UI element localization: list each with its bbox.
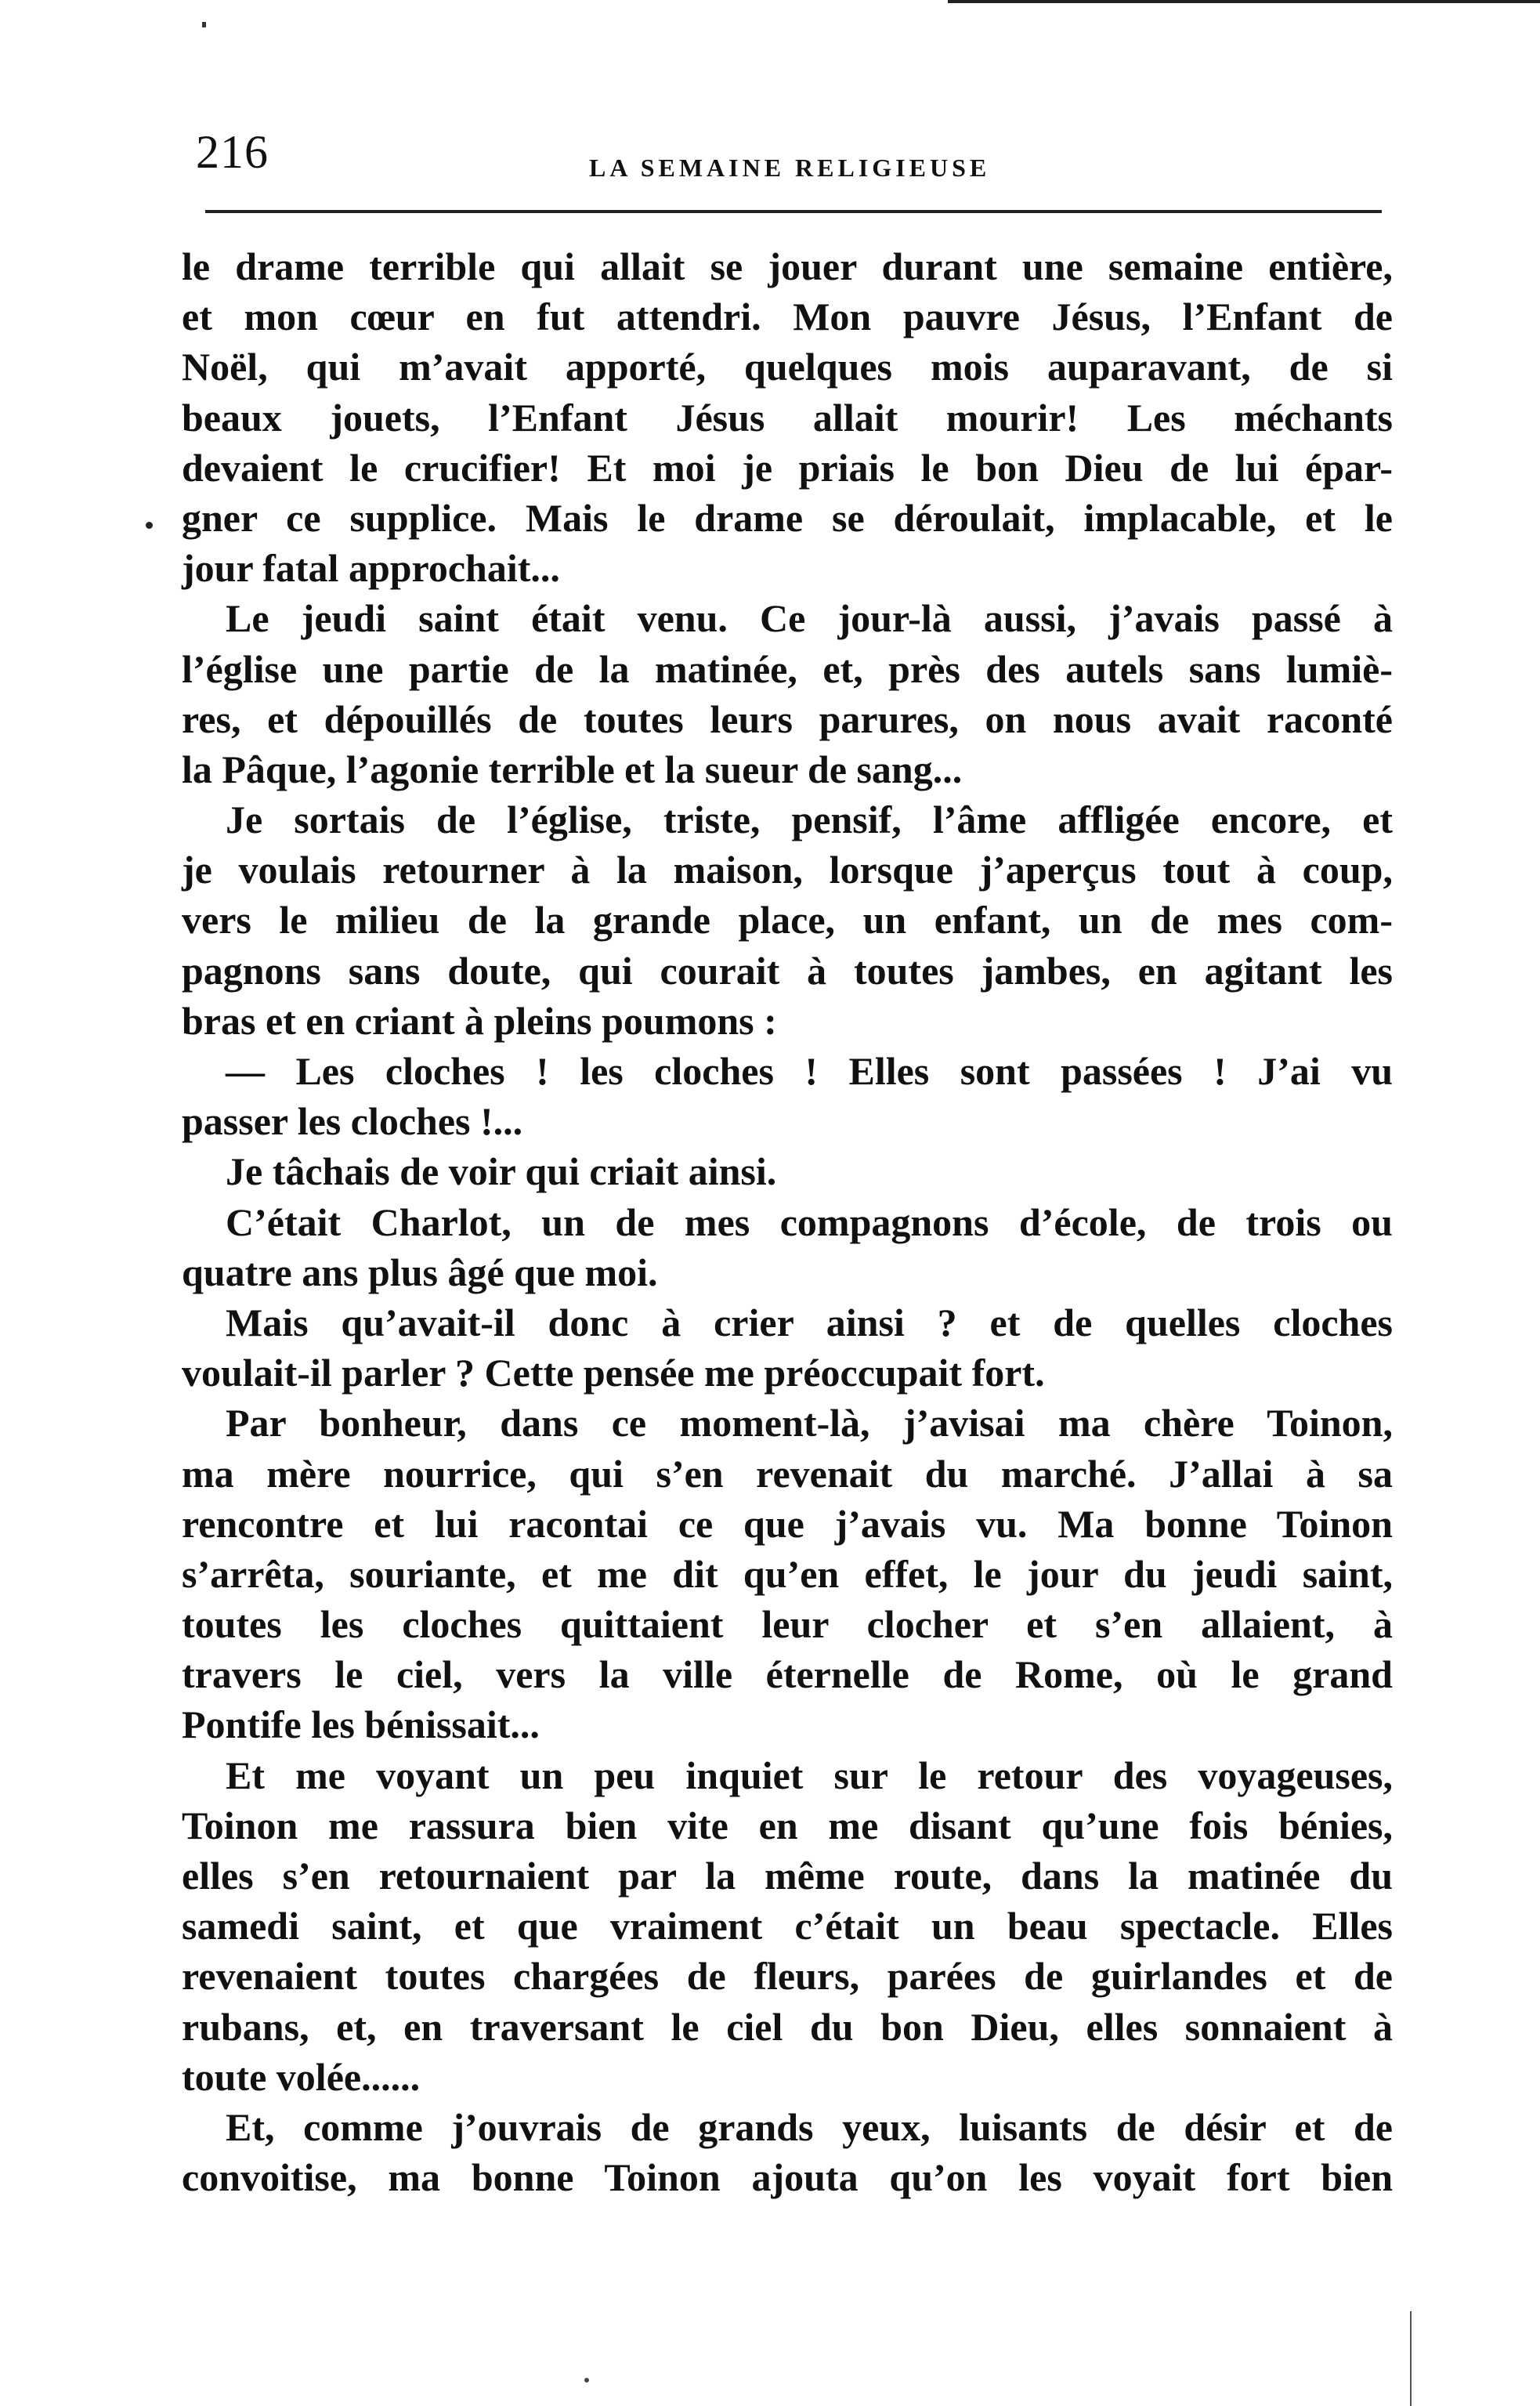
text-line: Toinon me rassura bien vite en me disant qu’une fois bénies, [182,1803,1393,1847]
text-line: Et, comme j’ouvrais de grands yeux, luisants de désir et de [226,2104,1393,2149]
text-line: Pontife les bénissait... [182,1702,540,1747]
print-speck [202,22,206,27]
text-line: le drame terrible qui allait se jouer durant une semaine entière, [182,244,1393,288]
text-line: pagnons sans doute, qui courait à toutes jambes, en agitant les [182,948,1393,993]
text-line: Mais qu’avait-il donc à crier ainsi ? et de quelles cloches [226,1300,1393,1344]
text-line: revenaient toutes chargées de fleurs, parées de guirlandes et de [182,1954,1393,1999]
text-line: vers le milieu de la grande place, un enfant, un de mes com- [182,898,1393,943]
text-line: Par bonheur, dans ce moment-là, j’avisai ma chère Toinon, [226,1401,1393,1445]
text-line: rencontre et lui racontai ce que j’avais vu. Ma bonne Toinon [182,1501,1393,1546]
margin-dot [146,522,153,529]
text-line: C’était Charlot, un de mes compagnons d’école, de trois ou [226,1199,1393,1244]
text-line: gner ce supplice. Mais le drame se déroulait, implacable, et le [182,495,1393,540]
text-line: rubans, et, en traversant le ciel du bon Dieu, elles sonnaient à [182,2004,1393,2049]
text-line: passer les cloches !... [182,1099,523,1144]
page-number: 216 [196,126,269,178]
text-line: elles s’en retournaient par la même route, dans la matinée du [182,1854,1393,1898]
text-line: Et me voyant un peu inquiet sur le retour des voyageuses, [226,1753,1393,1797]
text-line: quatre ans plus âgé que moi. [182,1250,658,1294]
text-line: voulait-il parler ? Cette pensée me préoccupait fort. [182,1351,1045,1395]
text-line: la Pâque, l’agonie terrible et la sueur de sang... [182,747,963,791]
text-line: beaux jouets, l’Enfant Jésus allait mourir! Les méchants [182,395,1393,440]
scan-edge-line [1410,2311,1412,2406]
text-line: travers le ciel, vers la ville éternelle de Rome, où le grand [182,1652,1393,1697]
text-line: Noël, qui m’avait apporté, quelques mois auparavant, de si [182,345,1393,389]
top-edge-rule [948,0,1540,3]
text-line: devaient le crucifier! Et moi je priais le bon Dieu de lui épar- [182,445,1393,490]
text-line: l’église une partie de la matinée, et, près des autels sans lumiè- [182,646,1393,691]
text-line: ma mère nourrice, qui s’en revenait du marché. J’allai à sa [182,1451,1393,1496]
text-line: jour fatal approchait... [182,546,560,591]
text-line: et mon cœur en fut attendri. Mon pauvre Jésus, l’Enfant de [182,295,1393,339]
text-line: bras et en criant à pleins poumons : [182,998,777,1043]
text-line: res, et dépouillés de toutes leurs parures, on nous avait raconté [182,696,1393,741]
print-speck [584,2378,589,2382]
text-line: Le jeudi saint était venu. Ce jour-là aussi, j’avais passé à [226,596,1393,641]
body-text [182,241,1393,2202]
running-head: LA SEMAINE RELIGIEUSE [589,154,991,182]
text-line: convoitise, ma bonne Toinon ajouta qu’on les voyait fort bien [182,2155,1393,2200]
text-line: Je sortais de l’église, triste, pensif, l’âme affligée encore, et [226,798,1393,842]
text-line: s’arrêta, souriante, et me dit qu’en effet, le jour du jeudi saint, [182,1551,1393,1596]
text-line: toutes les cloches quittaient leur clocher et s’en allaient, à [182,1602,1393,1647]
text-line: je voulais retourner à la maison, lorsque j’aperçus tout à coup, [182,848,1393,892]
header-rule [205,210,1382,213]
text-line: samedi saint, et que vraiment c’était un beau spectacle. Elles [182,1904,1393,1948]
text-line: toute volée...... [182,2054,421,2099]
text-line: Je tâchais de voir qui criait ainsi. [226,1149,777,1194]
text-line: — Les cloches ! les cloches ! Elles sont passées ! J’ai vu [226,1049,1393,1093]
